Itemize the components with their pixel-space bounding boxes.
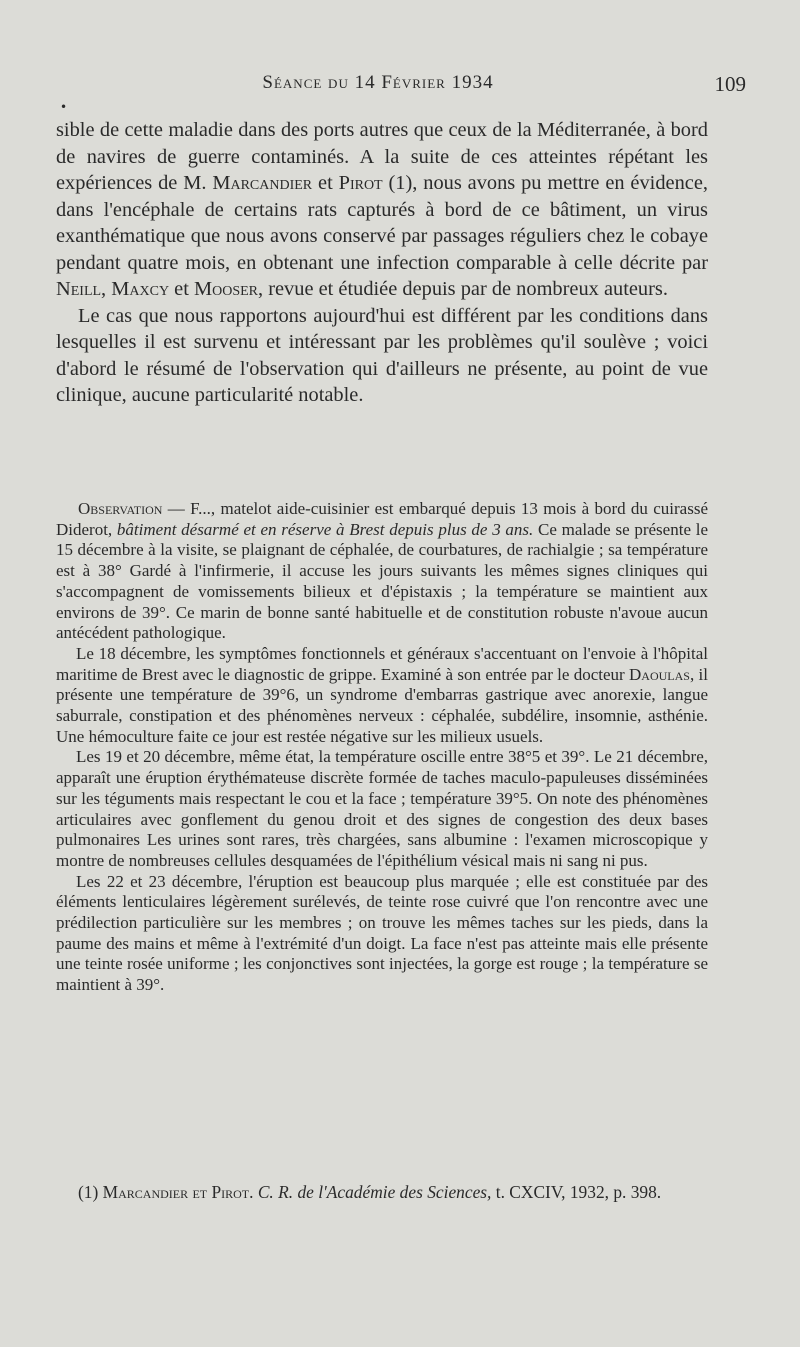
author-name: Neill <box>56 278 102 300</box>
footnote-journal: C. R. de l'Académie des Sciences, <box>253 1182 492 1202</box>
author-name: Maxcy <box>111 278 170 300</box>
running-header <box>56 72 746 102</box>
author-name: Pirot <box>338 172 383 194</box>
header-title: Séance du 14 Février 1934 <box>262 72 494 93</box>
observation-paragraph-3: Les 19 et 20 décembre, même état, la température oscille entre 38°5 et 39°. Le 21 décembre, apparaît une éruption érythémateuse discrète formée de taches maculo-papuleuses disséminées sur les téguments mais respectant le cou et la face ; température 39°5. On note des phénomènes articulaires avec gonflement du genou droit et des signes de congestion des deux bases pulmonaires Les urines sont rares, très chargées, sans albumine : l'examen microscopique y montre de nombreuses cellules desquamées de l'épithélium vésical mais ni sang ni pus. <box>56 747 708 870</box>
paragraph-2: Le cas que nous rapportons aujourd'hui est différent par les conditions dans lesquelles il est survenu et intéressant par les problèmes qu'il soulève ; voici d'abord le résumé de l'observation qui d'ailleurs ne présente, au point de vue clinique, aucune particularité notable. <box>56 304 708 406</box>
author-name: Mooser <box>193 278 259 300</box>
page-number: 109 <box>714 72 746 96</box>
ink-dot: • <box>60 100 68 114</box>
observation-paragraph-4: Les 22 et 23 décembre, l'éruption est beaucoup plus marquée ; elle est constituée par des éléments lenticulaires légèrement surélevés, de teinte rose cuivré que l'on rencontre avec une prédilection particulière sur les membres ; on trouve les mêmes taches sur les pieds, dans la paume des mains et même à l'extrémité d'un doigt. La face n'est pas atteinte mais elle présente une teinte rosée uniforme ; les conjonctives sont injectées, la gorge est rouge ; la température se maintient à 39°. <box>56 871 708 995</box>
paragraph-1: sible de cette maladie dans des ports autres que ceux de la Méditerranée, à bord de navires de guerre contaminés. A la suite de ces atteintes répétant les expériences de M. Marcandier et Pirot (1), nous avons pu mettre en évidence, dans l'encéphale de certains rats capturés à bord de ce bâtiment, un virus exanthématique que nous avons conservé par passages réguliers chez le cobaye pendant quatre mois, en obtenant une infection comparable à celle décrite par Neill, Maxcy et Mooser, revue et étudiée depuis par de nombreux auteurs. <box>56 119 708 300</box>
footnote: (1) Marcandier et Pirot. C. R. de l'Académie des Sciences, t. CXCIV, 1932, p. 398. <box>78 1182 662 1202</box>
doctor-name: Daoulas <box>629 664 690 684</box>
author-name: Marcandier <box>212 172 313 194</box>
observation-paragraph-2: Le 18 décembre, les symptômes fonctionnels et généraux s'accentuant on l'envoie à l'hôpital maritime de Brest avec le diagnostic de grippe. Examiné à son entrée par le docteur Daoulas, il présente une température de 39°6, un syndrome d'embarras gastrique avec anorexie, langue saburrale, constipation et des phénomènes nerveux : céphalée, subdélire, insomnie, asthénie. Une hémoculture faite ce jour est restée négative sur les milieux usuels. <box>56 643 708 746</box>
observation-section <box>56 499 708 996</box>
observation-paragraph-1: Observation — F..., matelot aide-cuisinier est embarqué depuis 13 mois à bord du cuirassé Diderot, bâtiment désarmé et en réserve à Brest depuis plus de 3 ans. Ce malade se présente le 15 décembre à la visite, se plaignant de céphalée, de courbatures, de rachialgie ; sa température est à 38° Gardé à l'infirmerie, il accuse les jours suivants les mêmes signes cliniques qui s'accompagnent de vomissements bilieux et d'épistaxis ; la température se maintient aux environs de 39°. Ce marin de bonne santé habituelle et de constitution robuste n'avoue aucun antécédent pathologique. <box>56 499 708 643</box>
observation-label: Observation <box>78 499 163 518</box>
main-text <box>56 117 708 409</box>
footnote-authors: Marcandier et Pirot. <box>102 1182 254 1202</box>
italic-note: bâtiment désarmé et en réserve à Brest depuis plus de 3 ans. <box>116 519 534 539</box>
